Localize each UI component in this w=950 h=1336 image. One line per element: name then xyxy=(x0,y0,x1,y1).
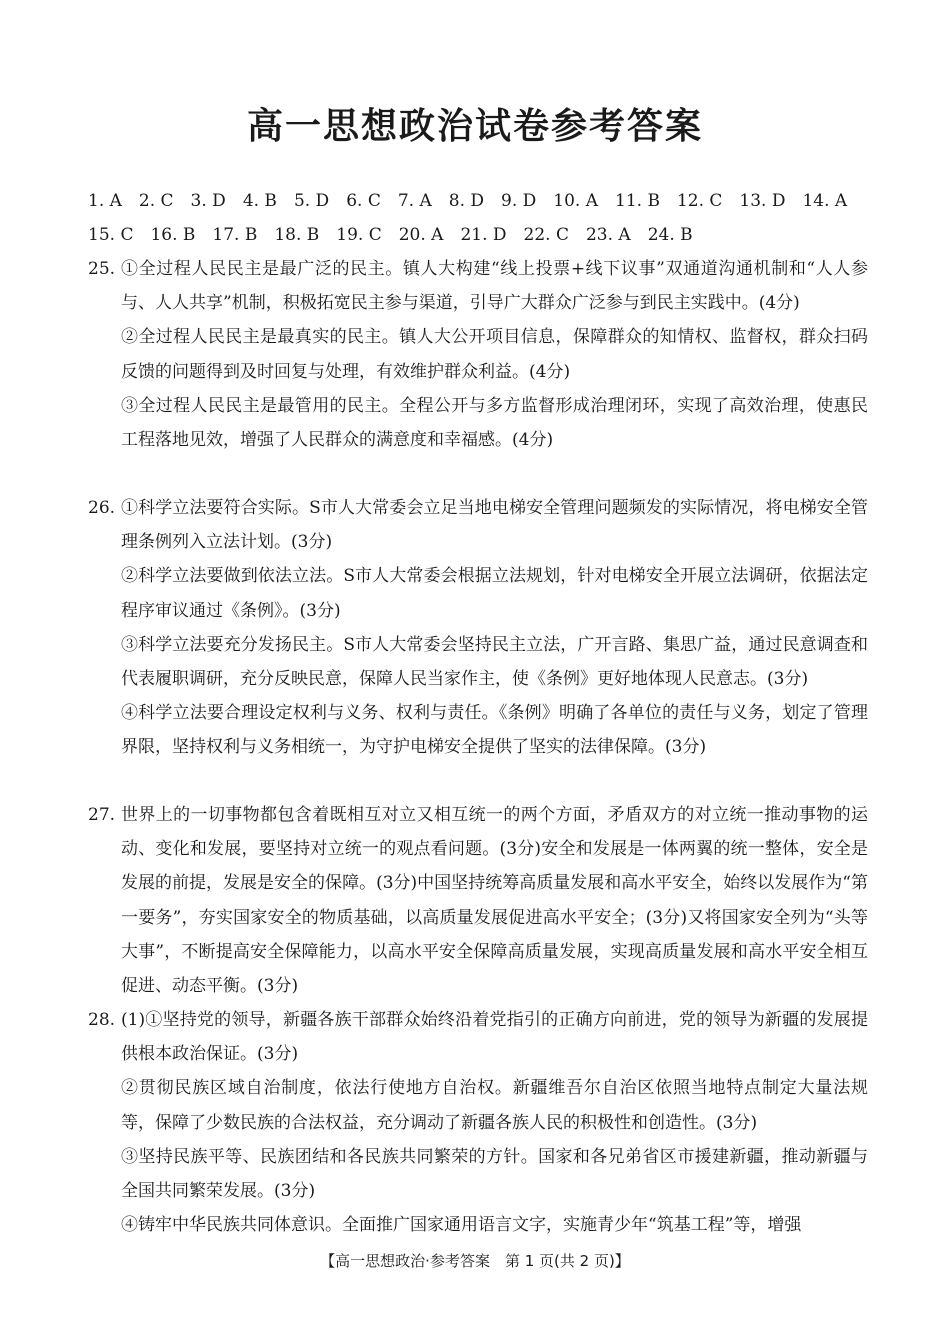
answer-paragraph: 世界上的一切事物都包含着既相互对立又相互统一的两个方面，矛盾双方的对立统一推动事物的运动、变化和发展，要坚持对立统一的观点看问题。(3分)安全和发展是一体两翼的统一整体，安全是发展的前提，发展是安全的保障。(3分)中国坚持统筹高质量发展和高水平安全，始终以发展作为“第一要务”，夯实国家安全的物质基础，以高质量发展促进高水平安全；(3分)又将国家安全列为“头等大事”，不断提高安全保障能力，以高水平安全保障高质量发展，实现高质量发展和高水平安全相互促进、动态平衡。(3分) xyxy=(121,805,868,997)
answer-paragraph: ②贯彻民族区域自治制度，依法行使地方自治权。新疆维吾尔自治区依照当地特点制定大量法规等，保障了少数民族的合法权益，充分调动了新疆各族人民的积极性和创造性。(3分) xyxy=(121,1078,868,1133)
answer-item: 8. D xyxy=(448,191,485,211)
answer-item: 3. D xyxy=(190,191,226,211)
answer-item: 2. C xyxy=(138,191,174,211)
answer-item: 12. C xyxy=(676,191,723,211)
answer-item: 7. A xyxy=(397,191,432,211)
answer-paragraph: ①科学立法要符合实际。S市人大常委会立足当地电梯安全管理问题频发的实际情况，将电梯安全管理条例列入立法计划。(3分) xyxy=(121,498,868,553)
page-footer: 【高一思想政治·参考答案 第 1 页(共 2 页)】 xyxy=(320,1252,630,1270)
answer-paragraph: ②科学立法要做到依法立法。S市人大常委会根据立法规划，针对电梯安全开展立法调研，依据法定程序审议通过《条例》。(3分) xyxy=(121,566,868,621)
answer-item: 20. A xyxy=(398,225,444,245)
question-number: 27. xyxy=(88,805,116,825)
answer-item: 5. D xyxy=(293,191,330,211)
answer-row-1 xyxy=(88,184,888,218)
question-28 xyxy=(88,1003,868,1242)
answer-row-2 xyxy=(88,218,888,252)
answer-item: 22. C xyxy=(523,225,569,245)
question-26 xyxy=(88,491,868,765)
answer-item: 21. D xyxy=(460,225,507,245)
answer-item: 4. B xyxy=(242,191,277,211)
question-25 xyxy=(88,252,868,457)
page-title: 高一思想政治试卷参考答案 xyxy=(246,106,703,147)
answer-item: 13. D xyxy=(739,191,786,211)
answer-item: 11. B xyxy=(615,191,660,211)
answer-key xyxy=(88,184,888,252)
answer-paragraph: ③全过程人民民主是最管用的民主。全程公开与多方监督形成治理闭环，实现了高效治理，使惠民工程落地见效，增强了人民群众的满意度和幸福感。(4分) xyxy=(121,395,868,451)
answer-item: 1. A xyxy=(88,191,122,211)
answer-item: 19. C xyxy=(336,225,382,245)
answer-paragraph: ④铸牢中华民族共同体意识。全面推广国家通用语言文字，实施青少年“筑基工程”等，增强 xyxy=(121,1215,802,1236)
answer-item: 17. B xyxy=(212,225,258,245)
answer-item: 23. A xyxy=(585,225,631,245)
answer-paragraph: ②全过程人民民主是最真实的民主。镇人大公开项目信息，保障群众的知情权、监督权，群众扫码反馈的问题得到及时回复与处理，有效维护群众利益。(4分) xyxy=(121,327,868,382)
answer-item: 6. C xyxy=(346,191,381,211)
answer-item: 14. A xyxy=(802,191,848,211)
answer-paragraph: ④科学立法要合理设定权利与义务、权利与责任。《条例》明确了各单位的责任与义务，划定了管理界限，坚持权利与义务相统一，为守护电梯安全提供了坚实的法律保障。(3分) xyxy=(121,703,868,758)
answer-item: 10. A xyxy=(553,191,598,211)
answer-paragraph: ③科学立法要充分发扬民主。S市人大常委会坚持民主立法，广开言路、集思广益，通过民意调查和代表履职调研，充分反映民意，保障人民当家作主，使《条例》更好地体现人民意志。(3分) xyxy=(121,634,868,690)
answer-item: 9. D xyxy=(501,191,537,211)
answer-item: 18. B xyxy=(274,225,320,245)
question-number: 26. xyxy=(88,498,116,518)
answer-paragraph: ①全过程人民民主是最广泛的民主。镇人大构建“线上投票+线下议事”双通道沟通机制和“人人参与、人人共享”机制，积极拓宽民主参与渠道，引导广大群众广泛参与到民主实践中。(4分) xyxy=(121,259,868,314)
answer-item: 24. B xyxy=(647,225,693,245)
answer-paragraph: (1)①坚持党的领导，新疆各族干部群众始终沿着党指引的正确方向前进，党的领导为新疆的发展提供根本政治保证。(3分) xyxy=(121,1010,868,1065)
answer-item: 15. C xyxy=(88,225,134,245)
answer-paragraph: ③坚持民族平等、民族团结和各民族共同繁荣的方针。国家和各兄弟省区市援建新疆，推动新疆与全国共同繁荣发展。(3分) xyxy=(121,1146,868,1202)
answer-item: 16. B xyxy=(150,225,196,245)
question-27 xyxy=(88,798,868,1003)
question-number: 25. xyxy=(88,259,116,279)
question-number: 28. xyxy=(88,1010,116,1030)
